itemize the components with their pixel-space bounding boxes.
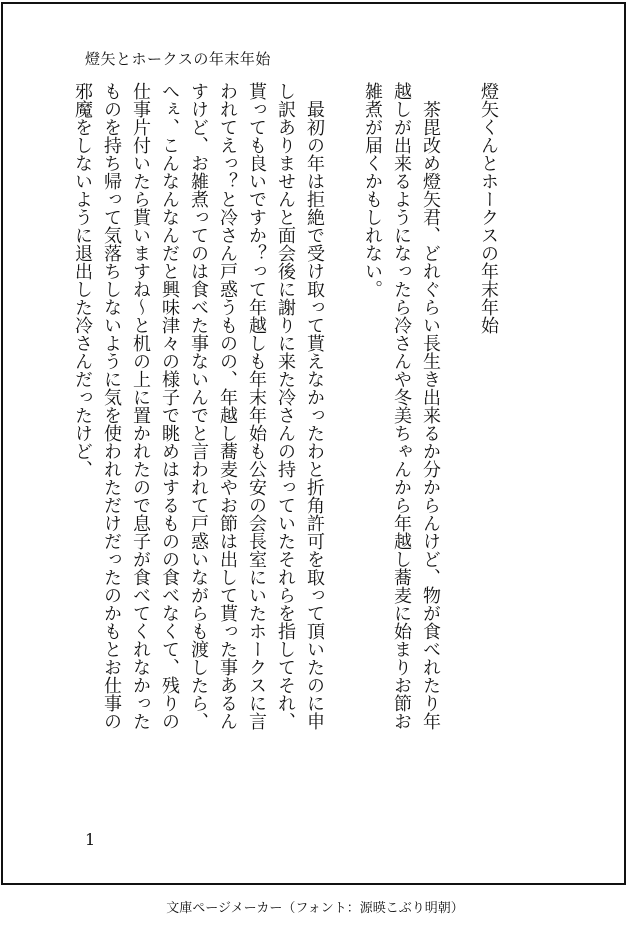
footer-credit: 文庫ページメーカー（フォント：源暎こぶり明朝） bbox=[166, 901, 464, 916]
text-column: し訳ありませんと面会後に謝りに来た冷さんの持っていたそれらを指してそれ、 bbox=[275, 82, 296, 730]
page-number: 1 bbox=[85, 830, 96, 849]
blank-line bbox=[445, 82, 474, 802]
text-column: 雑煮が届くかもしれない。 bbox=[362, 82, 383, 298]
text-column: ものを持ち帰って気落ちしないように気を使われただけだったのかもとお仕事の bbox=[101, 82, 122, 730]
vertical-body-text bbox=[72, 82, 503, 802]
text-column: 最初の年は拒絶で受け取って貰えなかったわと折角許可を取って頂いたのに申 bbox=[304, 82, 325, 730]
text-column: われてえっ？と冷さん戸惑うものの、年越し蕎麦やお節は出して貰った事あるん bbox=[217, 82, 238, 730]
story-title: 燈矢くんとホークスの年末年始 bbox=[478, 82, 499, 334]
text-column: 仕事片付いたら貰いますね～と机の上に置かれたので息子が食べてくれなかった bbox=[130, 82, 151, 730]
text-column: へぇ、こんなんなんだと興味津々の様子で眺めはするものの食べなくて、残りの bbox=[159, 82, 180, 730]
blank-line bbox=[329, 82, 358, 802]
text-column: 貰っても良いですか？って年越しも年末年始も公安の会長室にいたホークスに言 bbox=[246, 82, 267, 730]
text-column: 邪魔をしないように退出した冷さんだったけど、 bbox=[72, 82, 93, 478]
book-page bbox=[1, 2, 626, 885]
running-header: 燈矢とホークスの年末年始 bbox=[85, 50, 271, 68]
text-column: すけど、お雑煮ってのは食べた事ないんでと言われて戸惑いながらも渡したら、 bbox=[188, 82, 209, 730]
text-column: 越しが出来るようになったら冷さんや冬美ちゃんから年越し蕎麦に始まりお節お bbox=[391, 82, 412, 730]
text-column: 茶毘改め燈矢君、どれぐらい長生き出来るか分からんけど、物が食べれたり年 bbox=[420, 82, 441, 730]
